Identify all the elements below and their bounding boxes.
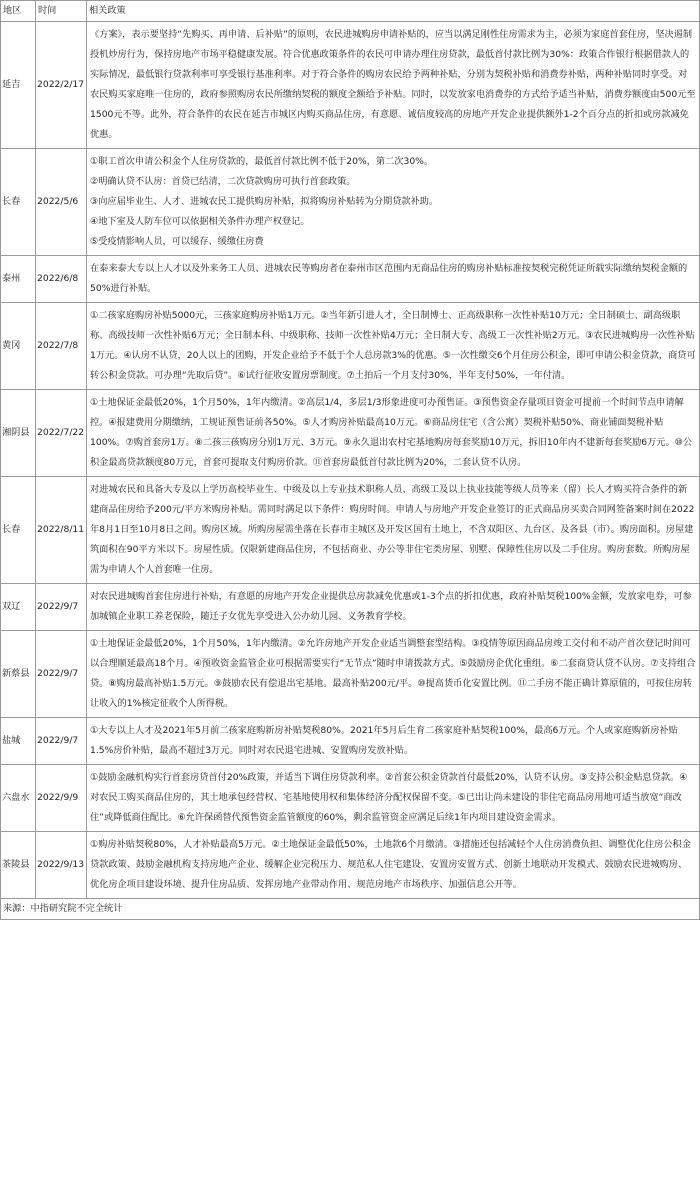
- policy-cell: [87, 477, 700, 584]
- policy-cell: [87, 22, 700, 149]
- table-body: [1, 22, 700, 899]
- policy-text: ①职工首次申请公积金个人住房贷款的，最低首付款比例不低于20%，第二次30%。: [90, 156, 434, 167]
- table-row: [1, 765, 700, 832]
- policy-text: 在泰来泰大专以上人才以及外来务工人员、进城农民等购房者在泰州市区范围内无商品住房的购房补贴标准按契税完税凭证所载实际缴纳契税金额的50%进行补贴。: [90, 263, 688, 294]
- date-cell: 2022/2/17: [36, 22, 87, 149]
- policy-text: ①土地保证金最低20%，1个月50%，1年内缴清。②允许房地产开发企业适当调整套型结构。③疫情等原因商品房竣工交付和不动产首次登记时间可以合理顺延最高18个月。④预收资金监管企业可根据需要实行“无节点”随时申请拨款方式。⑤鼓励房企优化重组。⑥二套商贷认贷不认房。⑦支持组合贷。⑧购房最高补贴1.5万元。⑨鼓励农民有偿退出宅基地。最高补贴200元/平。⑩提高货币化安置比例。⑪二手房不能正确计算原值的，可按住房转让收入的1%核定征收个人所得税。: [90, 638, 696, 709]
- policy-text: 《方案》，表示要坚持“先购买、再申请、后补贴”的原则，农民进城购房申请补贴的，应当以满足刚性住房需求为主，必须为家庭首套住房，坚决遏制投机炒房行为，保持房地产市场平稳健康发展。符合优惠政策条件的农民可申请办理住房贷款，最低首付款比例为30%：政策合作银行根据借款人的实际情况，最低银行贷款利率可享受银行基准利率。对于符合条件的购房农民给予两种补贴，分别为契税补贴和消费券补贴，两种补贴同时享受。对农民购买家庭唯一住房的，政府参照购房农民所缴纳契税的额度全额给予补贴。同时，以发放家电消费券的方式给予适当补贴，消费券额度由500元至1500元不等。此外，符合条件的农民在延吉市城区内购买商品住房，有意愿、诚信度较高的房地产开发企业提供额外1-2个百分点的折扣或房款减免优惠。: [90, 29, 696, 140]
- policy-text: 对进城农民和具备大专及以上学历高校毕业生、中级及以上专业技术职称人员、高级工及以上执业技能等级人员等来（留）长人才购买符合条件的新建商品住房给予200元/平方米购房补贴。需同时满足以下条件：购房时间。申请人与房地产开发企业签订的正式商品房买卖合同网签备案时间在2022年8月1日至10月8日之间。购房区域。所购房屋需坐落在长春市主城区及开发区国有土地上，不含双阳区、九台区、及各县（市）。购房面积。房屋建筑面积在90平方米以下。房屋性质。仅限新建商品住房，不包括商业、办公等非住宅类房屋、别墅、保障性住房以及二手住房。购房套数。所购房屋需为申请人个人首套唯一住房。: [90, 484, 695, 575]
- region-cell: 长春: [1, 477, 36, 584]
- date-cell: 2022/6/8: [36, 256, 87, 303]
- region-cell: 盐城: [1, 718, 36, 765]
- header-policy: 相关政策: [87, 1, 700, 22]
- date-cell: 2022/9/7: [36, 584, 87, 631]
- table-row: [1, 256, 700, 303]
- table-row: [1, 584, 700, 631]
- policy-cell: [87, 832, 700, 899]
- region-cell: 茶陵县: [1, 832, 36, 899]
- table-row: [1, 832, 700, 899]
- date-cell: 2022/7/22: [36, 390, 87, 477]
- date-cell: 2022/9/7: [36, 631, 87, 718]
- region-cell: 新蔡县: [1, 631, 36, 718]
- date-cell: 2022/9/13: [36, 832, 87, 899]
- policy-cell: [87, 256, 700, 303]
- table-row: [1, 22, 700, 149]
- table-row: [1, 149, 700, 256]
- region-cell: 六盘水: [1, 765, 36, 832]
- policy-text: 对农民进城购首套住房进行补贴，有意愿的房地产开发企业提供总房款减免优惠或1-3个点的折扣优惠，政府补贴契税100%金额，发放家电券，可参加城镇企业职工养老保险，随迁子女优先享受进入公办幼儿园、义务教育学校。: [90, 591, 692, 622]
- table-footer-row: [1, 899, 700, 920]
- policy-text: ④地下室及人防车位可以依据相关条件办理产权登记。: [90, 216, 310, 227]
- policy-cell: [87, 149, 700, 256]
- region-cell: 双辽: [1, 584, 36, 631]
- header-date: 时间: [36, 1, 87, 22]
- table-row: [1, 303, 700, 390]
- policy-text: ①购房补贴契税80%，人才补贴最高5万元。②土地保证金最低50%，土地款6个月缴清。③措施还包括减轻个人住房消费负担、调整优化住房公积金贷款政策、鼓励金融机构支持房地产企业、缓解企业完税压力、规范私人住宅建设、安置房安置方式、创新土地联动开发模式、鼓励农民进城购房、优化房企项目建设环境、提升住房品质、发挥房地产业带动作用、规范房地产市场秩序、加强信息公开等。: [90, 839, 691, 890]
- table-row: [1, 631, 700, 718]
- region-cell: 黄冈: [1, 303, 36, 390]
- policy-text: ①二孩家庭购房补贴5000元，三孩家庭购房补贴1万元。②当年新引进人才，全日制博士、正高级职称一次性补贴10万元；全日制硕士、副高级职称、高级技师一次性补贴6万元；全日制本科、中级职称、技师一次性补贴4万元；全日制大专、高级工一次性补贴2万元。③农民进城购房一次性补贴1万元。④认房不认贷，20人以上的团购，开发企业给予不低于个人总房款3%的优惠。⑤一次性缴交6个月住房公积金，即可申请公积金贷款，商贷可转公积金贷款。可办理“先取后贷”。⑥试行征收安置房票制度。⑦土拍后一个月支付30%，半年支付50%，一年付清。: [90, 310, 696, 381]
- region-cell: 延吉: [1, 22, 36, 149]
- table-row: [1, 718, 700, 765]
- table-row: [1, 477, 700, 584]
- table-row: [1, 390, 700, 477]
- policy-text: ①土地保证金最低20%，1个月50%，1年内缴清。②高层1/4，多层1/3形象进度可办预售证。③预售资金存量项目资金可提前一个时间节点申请解控。④报建费用分期缴纳，工规证预售证前各50%。⑤人才购房补贴最高10万元。⑥商品房住宅（含公寓）契税补贴50%、商业铺面契税补贴100%。⑦购首套房1万。⑧二孩三孩购房分别1万元、3万元。⑨永久退出农村宅基地购房每套奖励10万元，拆旧10年内不建新每套奖励6万元。⑩公积金最高贷款额度80万元，首套可提取支付购房价款。⑪首套房最低首付款比例为20%，二套认贷不认房。: [90, 397, 693, 468]
- policy-text: ①大专以上人才及2021年5月前二孩家庭购新房补贴契税80%。2021年5月后生育二孩家庭补贴契税100%，最高6万元。个人或家庭购新房补贴1.5%房价补贴，最高不超过3万元。同时对农民退宅进城、安置购房发放补贴。: [90, 725, 678, 756]
- policy-cell: [87, 584, 700, 631]
- policy-cell: [87, 765, 700, 832]
- date-cell: 2022/5/6: [36, 149, 87, 256]
- policy-cell: [87, 631, 700, 718]
- table-header-row: [1, 1, 700, 22]
- date-cell: 2022/9/9: [36, 765, 87, 832]
- date-cell: 2022/7/8: [36, 303, 87, 390]
- region-cell: 湘阴县: [1, 390, 36, 477]
- source-note: 来源：中指研究院不完全统计: [1, 899, 700, 920]
- region-cell: 长春: [1, 149, 36, 256]
- header-region: 地区: [1, 1, 36, 22]
- policy-cell: [87, 303, 700, 390]
- date-cell: 2022/9/7: [36, 718, 87, 765]
- policy-text: ①鼓励金融机构实行首套房贷首付20%政策，并适当下调住房贷款利率。②首套公积金贷款首付最低20%，认贷不认房。③支持公积金贴息贷款。④对农民工购买商品住房的，其土地承包经营权、宅基地使用权和集体经济分配权保留不变。⑤已出让尚未建设的非住宅商品房用地可适当放宽“商改住”或降低商住配比。⑥允许保函替代预售资金监管额度的60%，剩余监管资金应满足后续1年内项目建设资金需求。: [90, 772, 688, 823]
- policy-text: ②明确认贷不认房：首贷已结清，二次贷款购房可执行首套政策。: [90, 176, 356, 187]
- date-cell: 2022/8/11: [36, 477, 87, 584]
- policy-cell: [87, 390, 700, 477]
- policy-text: ③向应届毕业生、人才、进城农民工提供购房补贴，拟将购房补贴转为分期贷款补助。: [90, 196, 439, 207]
- region-cell: 泰州: [1, 256, 36, 303]
- policy-text: ⑤受疫情影响人员，可以缓存、缓缴住房费: [90, 236, 264, 247]
- policy-cell: [87, 718, 700, 765]
